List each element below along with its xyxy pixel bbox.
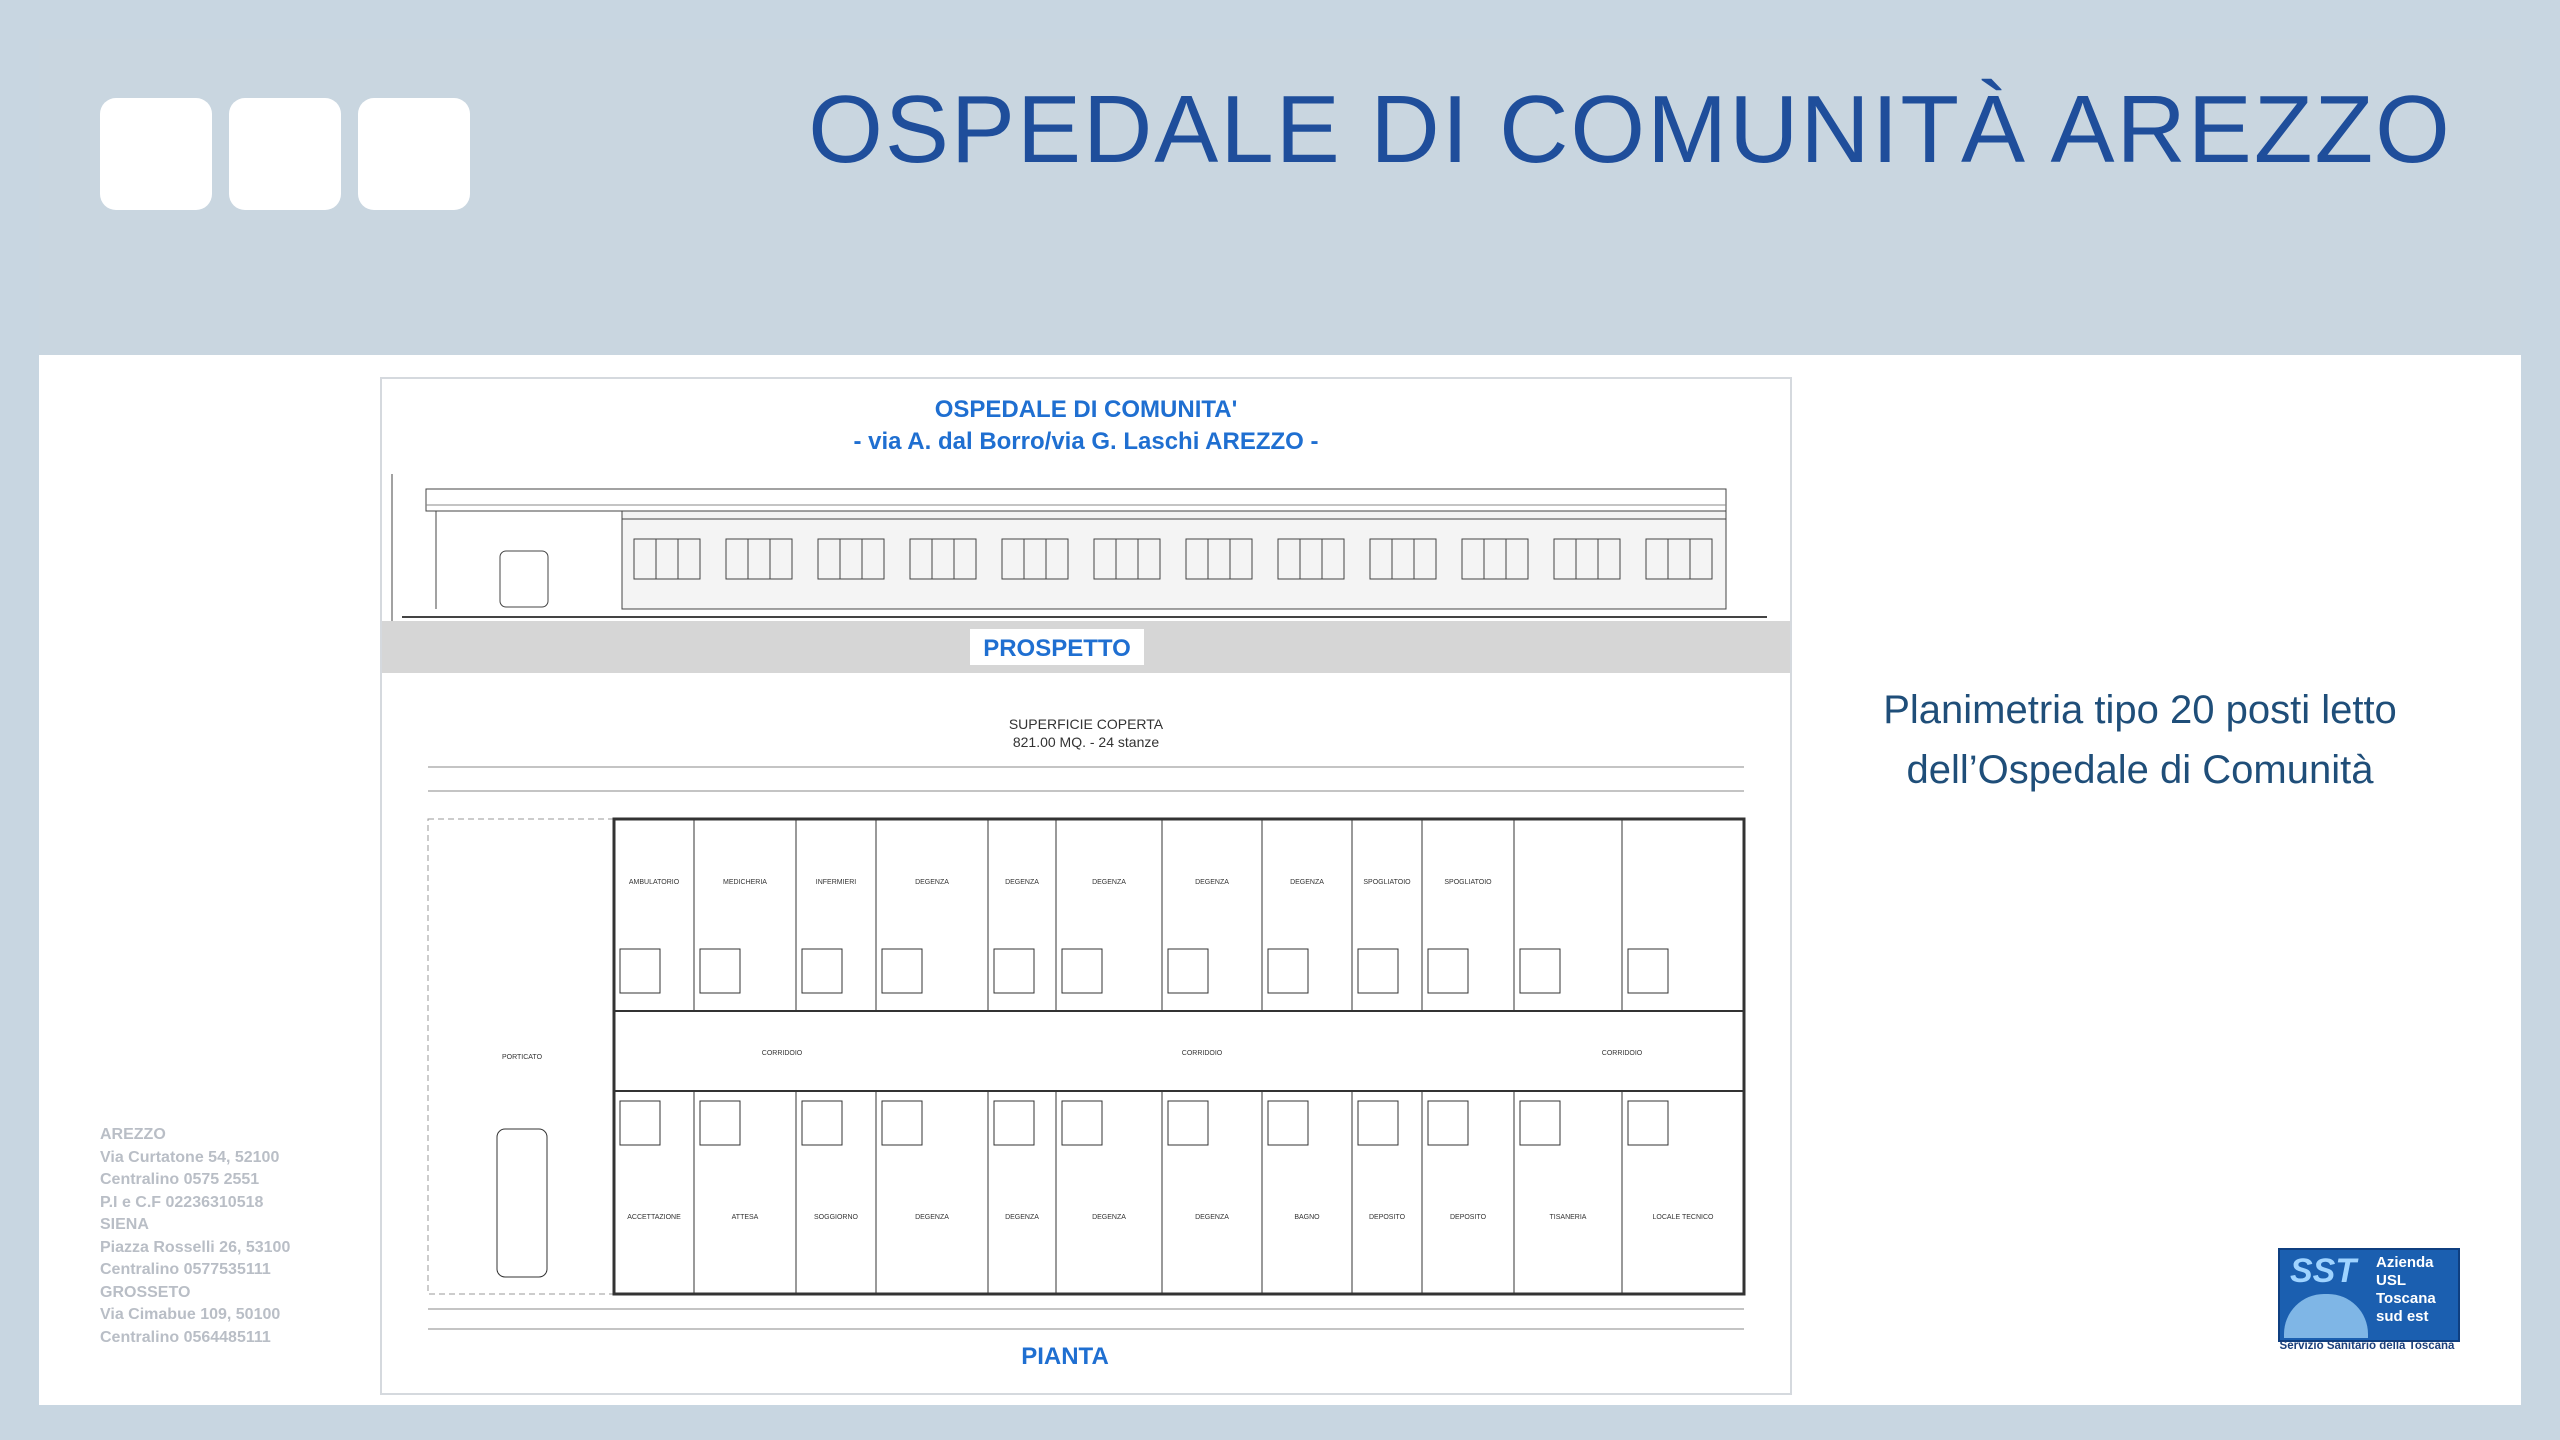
bathroom [1520,1101,1560,1145]
address-line: Piazza Rosselli 26, 53100 [100,1238,291,1256]
bathroom [1268,949,1308,993]
room-label: CORRIDOIO [1601,1050,1643,1057]
usl-logo-tagline: Servizio Sanitario della Toscana [2279,1340,2455,1352]
bathroom [620,949,660,993]
elevation-view [392,474,1767,624]
bathroom [1168,1101,1208,1145]
room-label: TISANERIA [1549,1214,1587,1221]
usl-name-line-1: Azienda [2376,1254,2434,1271]
bathroom [802,1101,842,1145]
bathroom [994,949,1034,993]
room-label: LOCALE TECNICO [1652,1214,1714,1221]
bathroom [1358,949,1398,993]
room-label: DEGENZA [1092,879,1126,886]
bathroom [620,1101,660,1145]
usl-name-line-2: USL [2376,1272,2406,1289]
address-line: Centralino 0575 2551 [100,1171,260,1188]
bathroom [700,949,740,993]
room-label: DEGENZA [915,1214,949,1221]
usl-logo-mark [2278,1248,2460,1342]
bathroom [1628,1101,1668,1145]
room-label: AMBULATORIO [628,879,680,886]
elevation-label: PROSPETTO [983,635,1131,662]
room-label: SOGGIORNO [814,1214,858,1221]
logo-square-2 [229,98,341,210]
room-label: DEGENZA [1005,879,1039,886]
bathroom [802,949,842,993]
bathroom [994,1101,1034,1145]
area-label: SUPERFICIE COPERTA [1008,716,1164,732]
caption-line-1: Planimetria tipo 20 posti letto [1883,688,2397,732]
address-line: Centralino 0564485111 [100,1328,271,1346]
plan-label: PIANTA [1021,1343,1109,1370]
logo-square-1 [100,98,212,210]
bathroom [1358,1101,1398,1145]
plan-view [428,767,1744,1329]
room-label: DEGENZA [1005,1214,1039,1221]
room-label: DEGENZA [1290,879,1324,886]
room-label: DEGENZA [1195,1214,1229,1221]
room-label: ACCETTAZIONE [627,1214,681,1221]
usl-logo-name [2376,1254,2456,1326]
usl-name-line-3: Toscana [2376,1290,2436,1307]
logo-square-3 [358,98,470,210]
bathroom [1268,1101,1308,1145]
usl-logo-sst: SST [2290,1252,2357,1290]
address-block [100,1124,400,1349]
bathroom [1428,1101,1468,1145]
room-label: DEGENZA [915,879,949,886]
dolphin-icon [2284,1294,2368,1338]
room-label: SPOGLIATOIO [1363,879,1411,886]
bathroom [700,1101,740,1145]
room-label: DEPOSITO [1449,1214,1487,1221]
address-line: Centralino 0577535111 [100,1261,271,1278]
bathroom [1628,949,1668,993]
address-line: Via Curtatone 54, 52100 [100,1148,280,1166]
floor-plan-svg [382,379,1790,1393]
room-label: DEGENZA [1092,1214,1126,1221]
address-line: SIENA [100,1216,149,1233]
bathroom [882,1101,922,1145]
address-line: AREZZO [100,1126,166,1143]
room-label: MEDICHERIA [723,879,767,886]
address-line: Via Cimabue 109, 50100 [100,1306,281,1323]
drawing-subheading: - via A. dal Borro/via G. Laschi AREZZO - [853,428,1319,455]
usl-logo [2272,1248,2462,1358]
bathroom [1168,949,1208,993]
slide-title: OSPEDALE DI COMUNITÀ AREZZO [808,76,2452,183]
room-label: CORRIDOIO [1181,1050,1223,1057]
room-label: INFERMIERI [815,879,857,886]
caption-line-2: dell’Ospedale di Comunità [1906,748,2374,792]
room-label: SPOGLIATOIO [1444,879,1492,886]
room-label: CORRIDOIO [761,1050,803,1057]
room-label: BAGNO [1294,1214,1320,1221]
slide-caption [1820,680,2460,800]
bathroom [882,949,922,993]
address-line: GROSSETO [100,1283,191,1301]
room-label: DEPOSITO [1368,1214,1406,1221]
bathroom [1428,949,1468,993]
room-label: PORTICATO [501,1054,543,1061]
room-label: DEGENZA [1195,879,1229,886]
bathroom [1062,1101,1102,1145]
bathroom [1062,949,1102,993]
area-value: 821.00 MQ. - 24 stanze [1012,734,1160,750]
usl-name-line-4: sud est [2376,1308,2429,1325]
drawing-heading: OSPEDALE DI COMUNITA' [934,396,1238,423]
room-label: ATTESA [731,1214,759,1221]
floor-plan-drawing [380,377,1792,1395]
address-line: P.I e C.F 02236310518 [100,1193,264,1211]
bathroom [1520,949,1560,993]
